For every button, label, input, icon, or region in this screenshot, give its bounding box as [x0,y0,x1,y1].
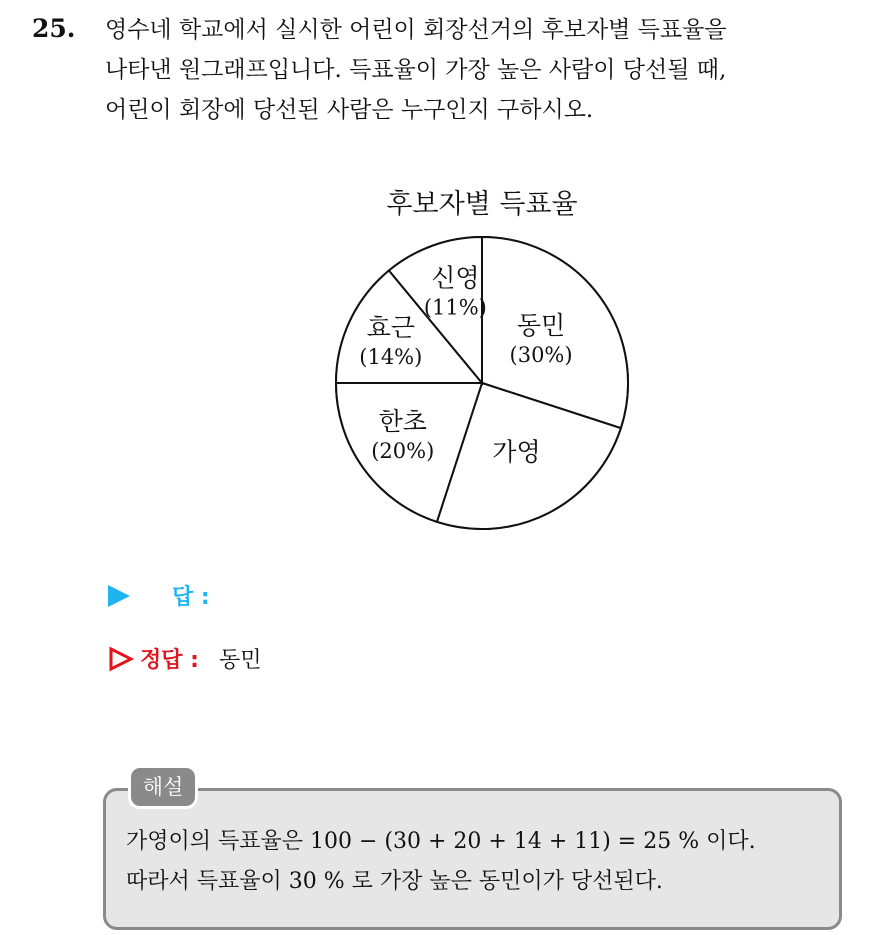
answer-label: 답 : [172,585,210,610]
pie-slice-label: 동민 [516,311,566,341]
answer-row [108,580,226,611]
pie-slice-value-label: (30%) [509,343,573,368]
explanation-line-1: 가영이의 득표율은 100 − (30 + 20 + 14 + 11) = 25 % 이다. [126,829,756,854]
pie-slice-value-label: (11%) [423,295,487,320]
correct-answer-label: 정답 : [140,648,199,673]
correct-answer-value: 동민 [218,648,262,673]
question-line-1: 영수네 학교에서 실시한 어린이 회장선거의 후보자별 득표율을 [105,17,727,43]
pie-chart [320,230,640,540]
explanation-tag: 해설 [128,765,198,809]
play-triangle-icon [108,585,130,607]
explanation-line-2: 따라서 득표율이 30 % 로 가장 높은 동민이가 당선된다. [126,869,663,894]
pie-slice-label: 효근 [366,312,415,342]
pie-slice-value-label: (14%) [359,344,423,369]
question-line-3: 어린이 회장에 당선된 사람은 누구인지 구하시오. [105,97,594,123]
pie-slice-label: 한초 [378,407,427,437]
question-text [105,10,865,130]
pie-slice-value-label: (20%) [371,439,435,464]
explanation-text [126,822,756,902]
pie-slice-label: 신영 [431,263,480,293]
chart-title: 후보자별 득표율 [386,189,578,220]
question-line-2: 나타낸 원그래프입니다. 득표율이 가장 높은 사람이 당선될 때, [105,57,727,83]
correct-answer-row [108,643,261,674]
pie-slice-label: 가영 [492,437,541,467]
question-number: 25. [32,14,76,43]
hollow-triangle-icon [108,646,134,672]
